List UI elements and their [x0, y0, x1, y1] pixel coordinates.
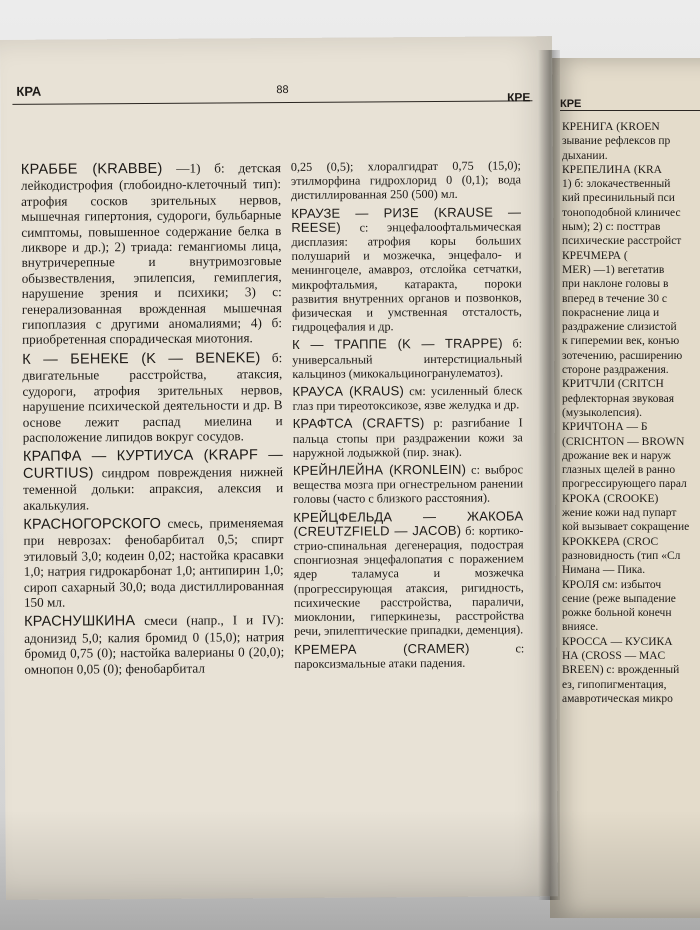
entry-body: смесь, применяемая при неврозах: фенобарбитал 0,5; спирт этиловый 3,0; кодеин 0,02; настойка красавки 1,0; натрия гидрокарбонат 1,0; антипирин 1,0; сироп сахарный 30,0; вода дистиллированная 150 мл.	[23, 514, 284, 610]
right-page-line: стороне раздражения.	[562, 364, 669, 377]
entry-body: с: выброс вещества мозга при огнестрельном ранении головы (часто с близкого расстояния).	[293, 462, 524, 507]
right-page-line: разновидность (тип «Сл	[562, 549, 681, 562]
right-page-line: рожке больной конечн	[562, 607, 672, 620]
right-page-line: психические расстройст	[562, 235, 682, 248]
right-page-line: прогрессирующего парал	[562, 478, 687, 491]
dictionary-entry	[23, 515, 284, 610]
dictionary-entry	[21, 160, 282, 348]
entry-term: КРАУСА (KRAUS)	[292, 383, 405, 400]
right-page-line: КРОКА (CROOKE)	[562, 492, 659, 505]
right-page-line: КРЕЧМЕРА (	[562, 249, 628, 262]
right-page-line: КРОЛЯ см: избыточ	[562, 578, 662, 591]
right-page-line: (музыколепсия).	[562, 406, 642, 419]
dictionary-entry	[293, 509, 524, 638]
right-page-line: зотечению, расширению	[562, 349, 683, 362]
book-gutter	[538, 50, 560, 900]
right-page-line: глазных щелей в ранно	[562, 464, 676, 477]
right-page-line: BREEN) с: врожденный	[562, 664, 680, 677]
entry-term: К — ТРАППЕ (K — TRAPPE)	[292, 335, 503, 353]
right-page-header	[560, 98, 700, 111]
dictionary-entry	[291, 205, 522, 334]
right-page-line: тоноподобной клиничес	[562, 206, 681, 219]
right-page-line: кий пресинильный пси	[562, 192, 675, 205]
right-header-text: КРЕ	[560, 98, 582, 110]
entry-term: К — БЕНЕКЕ (K — BENEKE)	[22, 350, 261, 368]
bottom-shadow	[0, 810, 700, 930]
dictionary-entry	[293, 462, 523, 506]
dictionary-entry	[292, 383, 522, 413]
entry-term: КРАББЕ (KRABBE)	[20, 160, 163, 178]
page-header	[12, 80, 532, 105]
entry-term: КРАПФА — КУРТИУСА (KRAPF — CURTIUS)	[22, 447, 283, 482]
entry-term: КРАУЗЕ — РИЗЕ (KRAUSE — REESE)	[291, 203, 522, 235]
right-page-line: кой вызывает сокращение	[562, 521, 690, 534]
entry-body: с: энцефалоофтальмическая дисплазия: атрофия коры больших полушарий и мозжечка, энцефало- и менингоцеле, амавроз, отслойка сетчатки, микрофтальмия, катаракта, пороки развития внутренних органов и позвонков, физическая и умственная отсталость, гидроцефалия и др.	[291, 219, 522, 335]
right-page-line: сение (реже выпадение	[562, 592, 676, 605]
entry-term: КРЕЙНЛЕЙНА (KRONLEIN)	[292, 461, 467, 479]
right-page-line: КРИТЧЛИ (CRITCH	[562, 378, 664, 391]
right-page-line: жение кожи над пупарт	[562, 507, 677, 520]
right-page-line: MER) —1) вегетатив	[562, 263, 665, 276]
right-page-line: КРИЧТОНА — Б	[562, 421, 648, 434]
entry-body: см: усиленный блеск глаз при тиреотоксикозе, язве желудка и др.	[292, 383, 523, 414]
entry-body: б: универсальный интерстициальный кальциноз (микокальциногранулематоз).	[292, 336, 523, 381]
right-page-line: КРОССА — КУСИКА	[562, 635, 673, 648]
header-right-word: КРЕ	[507, 90, 531, 105]
right-page-line: амавротическая микро	[562, 692, 673, 705]
right-page-line: НА (CROSS — MAC	[562, 649, 666, 662]
right-page-line: КРЕНИГА (KROEN	[562, 121, 660, 133]
entry-body: 0,25 (0,5); хлоралгидрат 0,75 (15,0); этилморфина гидрохлорид 0 (0,1); вода дистиллированная 250 (500) мл.	[290, 158, 522, 203]
right-page-line: покраснение лица и	[562, 306, 660, 319]
entry-term: КРЕЙЦФЕЛЬДА — ЖАКОБА (CREUTZFIELD — JACOB)	[293, 508, 524, 539]
dictionary-entry	[24, 612, 284, 676]
right-page-line: вниясе.	[562, 621, 599, 634]
right-page-line: дрожание век и наруж	[562, 449, 671, 462]
entry-term: КРАФТСА (CRAFTS)	[292, 415, 425, 432]
entry-term: КРАСНОГОРСКОГО	[23, 515, 162, 533]
right-page-line: вперед в течение 30 с	[562, 292, 667, 305]
column-1	[21, 160, 285, 681]
right-page-line: к гиперемии век, конъю	[562, 335, 680, 348]
right-page-line: КРЕПЕЛИНА (KRA	[562, 163, 662, 176]
right-page-line: Нимана — Пика.	[562, 564, 646, 577]
entry-body: —1) б: детская лейкодистрофия (глобоидно-клеточный тип): атрофия сосков зрительных нервов, мышечная гипертония, судороги, бульбарные симптомы, повышенное содержание белка в ликворе и др.); 2) триада: гемангиомы лица, внутричерепные и внутримозговые обызвествления, эпилепсия, гемиплегия, нарушение зрения и психики; 3) с: генерализованная врожденная мышечная гипоплазия с другими аномалиями; 4) б: приобретенная спорадическая миотония.	[20, 160, 283, 348]
entry-body: б: кортико-стрио-спинальная дегенерация, подострая спонгиозная энцефалопатия с поражением ядер таламуса и мозжечка (прогрессирующая атаксия, ригидность, психические расстройства, параличи, миоклонии, гиперкинезы, расстройства речи, эпилептические припадки, деменция).	[293, 523, 525, 639]
page-number: 88	[276, 83, 289, 97]
entry-term: КРЕМЕРА (CRAMER)	[294, 640, 470, 657]
dictionary-entry	[294, 641, 524, 671]
left-page	[0, 36, 558, 900]
entry-body: синдром повреждения нижней теменной дольки: апраксия, алексия и акалькулия.	[23, 463, 284, 513]
right-page-line: 1) б: злокачественный	[562, 178, 671, 191]
entry-body: смеси (напр., I и IV): адонизид 5,0; калия бромид 0 (15,0); натрия бромид 0,75 (0); настойка валерианы 0 (20,0); омнопон 0,05 (0); фенобарбитал	[24, 612, 285, 677]
right-page	[550, 58, 700, 918]
dictionary-entry	[22, 350, 283, 445]
dictionary-entry	[293, 416, 523, 460]
dictionary-entry	[23, 447, 283, 512]
dictionary-entry	[291, 158, 521, 202]
header-left-word: КРА	[16, 83, 42, 99]
right-page-line: раздражение слизистой	[562, 321, 677, 334]
entry-body: б: двигательные расстройства, атаксия, судороги, атрофия зрительных нервов, нарушение психической деятельности и др. В основе лежит распад миелина и расположение липидов вокруг сосудов.	[22, 349, 283, 445]
entry-term: КРАСНУШКИНА	[24, 613, 136, 631]
dictionary-entry	[292, 337, 522, 381]
entry-body: с: пароксизмальные атаки падения.	[294, 640, 525, 671]
right-page-line: рефлекторная звуковая	[562, 392, 674, 405]
right-page-line: дыхании.	[562, 149, 608, 162]
column-2	[291, 158, 525, 674]
right-page-line: ез, гипопигментация,	[562, 678, 667, 691]
right-page-line: при наклоне головы в	[562, 278, 669, 291]
right-page-line: КРОККЕРА (CROC	[562, 535, 659, 548]
right-page-line: зывание рефлексов пр	[562, 135, 671, 148]
right-page-line: ным); 2) с: посттрав	[562, 221, 661, 234]
entry-body: р: разгибание I пальца стопы при раздражении кожи за наружной лодыжкой (пир. знак).	[292, 415, 523, 460]
right-page-text	[562, 120, 700, 706]
right-page-line: (CRICHTON — BROWN	[562, 435, 685, 448]
